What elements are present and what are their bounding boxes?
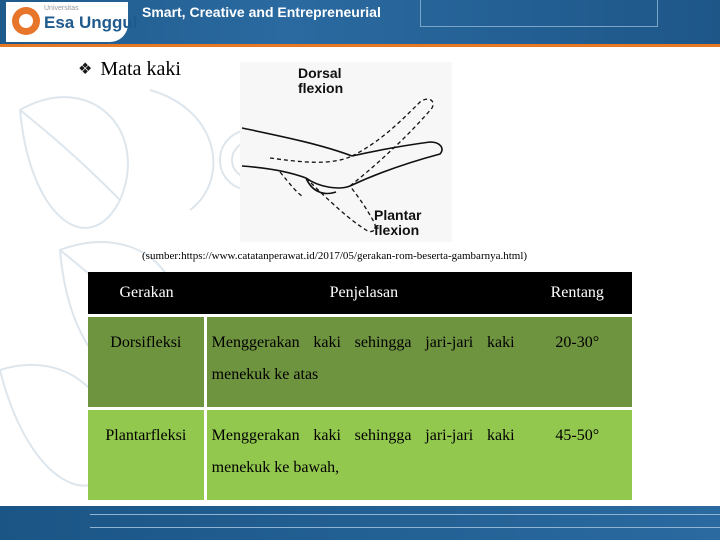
- header-penjelasan: Penjelasan: [205, 272, 522, 316]
- plantar-flexion-label: Plantar flexion: [374, 207, 422, 238]
- logo-name: Esa Unggul: [44, 13, 138, 32]
- image-source-caption: (sumber:https://www.catatanperawat.id/2017/05/gerakan-rom-beserta-gambarnya.html): [142, 250, 528, 262]
- table-row: [88, 409, 632, 501]
- footer-bar: [0, 506, 720, 540]
- header-accent-line: [0, 44, 720, 47]
- table-header-row: [88, 272, 632, 316]
- dorsal-flexion-label: Dorsal flexion: [298, 65, 344, 96]
- slide-title: Mata kaki: [100, 57, 181, 80]
- penjelasan-cell: Menggerakan kaki sehingga jari-jari kaki menekuk ke atas: [205, 316, 522, 409]
- university-logo: [6, 2, 138, 42]
- rentang-cell: 20-30°: [523, 316, 632, 409]
- logo-small-text: Universitas: [44, 5, 79, 12]
- gerakan-cell: Plantarfleksi: [88, 409, 205, 501]
- rom-table: [88, 272, 632, 500]
- logo-emblem-icon: [12, 7, 40, 35]
- header-rentang: Rentang: [523, 272, 632, 316]
- header-gerakan: Gerakan: [88, 272, 205, 316]
- penjelasan-cell: Menggerakan kaki sehingga jari-jari kaki menekuk ke bawah,: [205, 409, 522, 501]
- header-tagline: Smart, Creative and Entrepreneurial: [142, 4, 381, 20]
- header-bar: [0, 0, 720, 44]
- slide-title-row: [78, 56, 181, 82]
- diamond-bullet-icon: ❖: [78, 61, 93, 78]
- footer-stripe: [90, 514, 720, 528]
- header-decoration: [420, 0, 658, 27]
- rentang-cell: 45-50°: [523, 409, 632, 501]
- ankle-flexion-figure: [240, 62, 452, 242]
- table-row: [88, 316, 632, 409]
- gerakan-cell: Dorsifleksi: [88, 316, 205, 409]
